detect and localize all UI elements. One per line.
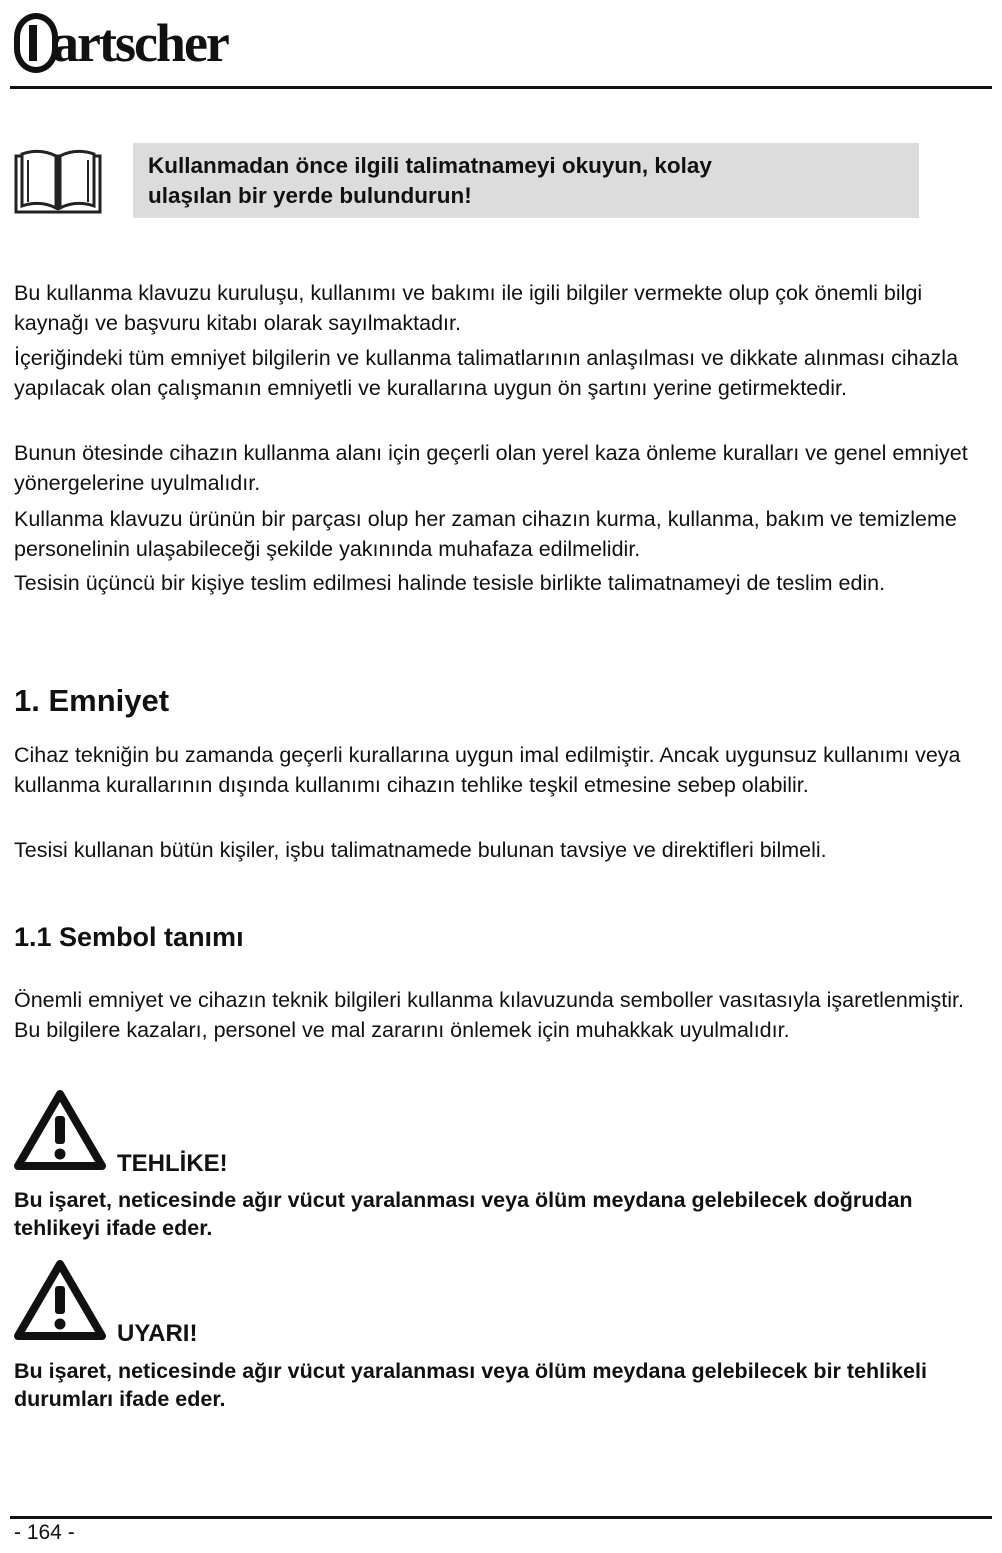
- logo-b-mark: [14, 13, 58, 73]
- notice-line-2: ulaşılan bir yerde bulundurun!: [148, 183, 472, 208]
- symbols-paragraph: Önemli emniyet ve cihazın teknik bilgileri kullanma kılavuzunda semboller vasıtasıyla işaretlenmiştir. Bu bilgilere kazaları, personel ve mal zararını önlemek için muhakkak uyulmalıdır.: [14, 988, 964, 1042]
- footer-divider: [10, 1516, 992, 1519]
- warning-description: Bu işaret, neticesinde ağır vücut yaralanması veya ölüm meydana gelebilecek bir tehlikeli durumları ifade eder.: [14, 1359, 927, 1411]
- read-instructions-notice: [133, 143, 919, 218]
- page-number: - 164 -: [14, 1521, 75, 1544]
- warning-triangle-icon: [14, 1088, 106, 1172]
- book-icon: [14, 146, 102, 216]
- safety-paragraph-2: Tesisi kullanan bütün kişiler, işbu talimatnamede bulunan tavsiye ve direktifleri bilmeli.: [14, 838, 827, 862]
- section-heading-safety: 1. Emniyet: [14, 683, 170, 718]
- danger-label: TEHLİKE!: [117, 1150, 228, 1177]
- header-divider: [10, 86, 992, 89]
- safety-paragraph-1: Cihaz tekniğin bu zamanda geçerli kurallarına uygun imal edilmiştir. Ancak uygunsuz kullanımı veya kullanma kurallarının dışında kullanımı cihazın tehlike teşkil etmesine sebep olabilir.: [14, 743, 961, 797]
- section-heading-symbols: 1.1 Sembol tanımı: [14, 922, 244, 952]
- brand-logo: [14, 8, 228, 78]
- intro-paragraph-5: Tesisin üçüncü bir kişiye teslim edilmesi halinde tesisle birlikte talimatnameyi de teslim edin.: [14, 571, 886, 595]
- notice-line-1: Kullanmadan önce ilgili talimatnameyi okuyun, kolay: [148, 153, 712, 178]
- intro-paragraph-1: Bu kullanma klavuzu kuruluşu, kullanımı ve bakımı ile igili bilgiler vermekte olup çok önemli bilgi kaynağı ve başvuru kitabı olarak sayılmaktadır.: [14, 281, 923, 335]
- logo-text: artscher: [52, 13, 228, 73]
- warning-triangle-icon: [14, 1258, 106, 1342]
- intro-paragraph-4: Kullanma klavuzu ürünün bir parçası olup her zaman cihazın kurma, kullanma, bakım ve temizleme personelinin ulaşabileceği şekilde yakınında muhafaza edilmelidir.: [14, 507, 957, 561]
- warning-label: UYARI!: [117, 1320, 198, 1347]
- danger-description: Bu işaret, neticesinde ağır vücut yaralanması veya ölüm meydana gelebilecek doğrudan tehlikeyi ifade eder.: [14, 1188, 913, 1240]
- intro-paragraph-3: Bunun ötesinde cihazın kullanma alanı için geçerli olan yerel kaza önleme kuralları ve genel emniyet yönergelerine uyulmalıdır.: [14, 441, 968, 495]
- intro-paragraph-2: İçeriğindeki tüm emniyet bilgilerin ve kullanma talimatlarının anlaşılması ve dikkate alınması cihazla yapılacak olan çalışmanın emniyetli ve kurallarına uygun ön şartını yerine getirmektedir.: [14, 346, 959, 400]
